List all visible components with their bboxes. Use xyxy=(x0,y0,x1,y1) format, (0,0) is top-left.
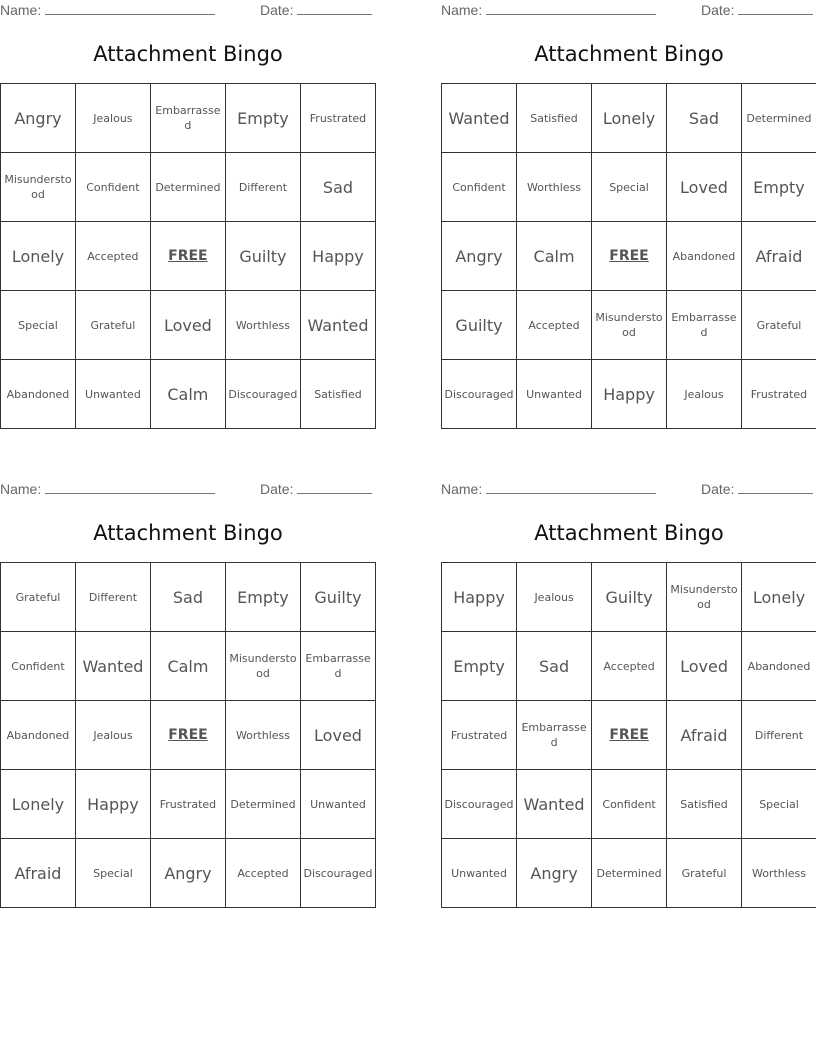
bingo-cell[interactable]: Misunderstood xyxy=(1,153,76,222)
grid-row xyxy=(1,84,376,153)
grid-row xyxy=(442,360,816,429)
grid-row xyxy=(1,839,376,908)
card-title: Attachment Bingo xyxy=(534,42,724,66)
bingo-cell[interactable]: Abandoned xyxy=(1,701,76,770)
bingo-cell[interactable]: Sad xyxy=(667,84,742,153)
bingo-grid xyxy=(441,83,816,429)
bingo-cell[interactable]: Lonely xyxy=(592,84,667,153)
bingo-cell[interactable]: Angry xyxy=(442,222,517,291)
grid-row xyxy=(1,563,376,632)
bingo-cell[interactable]: Abandoned xyxy=(742,632,816,701)
bingo-cell[interactable]: Lonely xyxy=(1,770,76,839)
name-line[interactable] xyxy=(486,2,656,15)
grid-row xyxy=(442,632,816,701)
card-title: Attachment Bingo xyxy=(93,521,283,545)
bingo-cell[interactable]: Discouraged xyxy=(442,360,517,429)
bingo-cell[interactable]: Jealous xyxy=(75,701,150,770)
date-field xyxy=(260,2,372,18)
grid-row xyxy=(1,701,376,770)
bingo-cell[interactable]: Determined xyxy=(592,839,667,908)
free-space[interactable]: FREE xyxy=(150,701,225,770)
bingo-cell[interactable]: Determined xyxy=(225,770,300,839)
bingo-grid xyxy=(441,562,816,908)
date-line[interactable] xyxy=(738,2,813,15)
bingo-cell[interactable]: Jealous xyxy=(75,84,150,153)
free-space[interactable]: FREE xyxy=(592,222,667,291)
bingo-cell[interactable]: Special xyxy=(742,770,816,839)
bingo-cell[interactable]: Angry xyxy=(150,839,225,908)
date-label: Date: xyxy=(701,481,735,497)
date-field xyxy=(701,481,813,497)
bingo-cell[interactable]: Embarrassed xyxy=(150,84,225,153)
bingo-cell[interactable]: Unwanted xyxy=(442,839,517,908)
grid-row xyxy=(1,153,376,222)
bingo-cell[interactable]: Confident xyxy=(75,153,150,222)
name-field xyxy=(441,2,656,18)
bingo-cell[interactable]: Calm xyxy=(150,632,225,701)
bingo-cell[interactable]: Angry xyxy=(517,839,592,908)
name-line[interactable] xyxy=(486,481,656,494)
bingo-cell[interactable]: Wanted xyxy=(517,770,592,839)
bingo-cell[interactable]: Wanted xyxy=(300,291,375,360)
bingo-cell[interactable]: Afraid xyxy=(667,701,742,770)
bingo-cell[interactable]: Guilty xyxy=(592,563,667,632)
bingo-cell[interactable]: Worthless xyxy=(225,291,300,360)
bingo-cell[interactable]: Accepted xyxy=(592,632,667,701)
name-field xyxy=(441,481,656,497)
bingo-cell[interactable]: Determined xyxy=(150,153,225,222)
name-label: Name: xyxy=(0,481,42,497)
bingo-cell[interactable]: Embarrassed xyxy=(300,632,375,701)
bingo-cell[interactable]: Wanted xyxy=(442,84,517,153)
grid-row xyxy=(442,839,816,908)
bingo-cell[interactable]: Special xyxy=(1,291,76,360)
bingo-cell[interactable]: Afraid xyxy=(741,222,816,291)
bingo-cell[interactable]: Lonely xyxy=(1,222,76,291)
bingo-cell[interactable]: Accepted xyxy=(75,222,150,291)
bingo-cell[interactable]: Sad xyxy=(517,632,592,701)
bingo-cell[interactable]: Angry xyxy=(1,84,76,153)
grid-row xyxy=(442,222,816,291)
bingo-cell[interactable]: Discouraged xyxy=(225,360,300,429)
grid-row xyxy=(1,770,376,839)
grid-row xyxy=(1,632,376,701)
name-label: Name: xyxy=(441,2,483,18)
bingo-cell[interactable]: Guilty xyxy=(442,291,517,360)
grid-row xyxy=(1,360,376,429)
bingo-cell[interactable]: Misunderstood xyxy=(667,563,742,632)
date-label: Date: xyxy=(260,2,294,18)
bingo-cell[interactable]: Grateful xyxy=(75,291,150,360)
bingo-cell[interactable]: Different xyxy=(75,563,150,632)
date-line[interactable] xyxy=(297,2,372,15)
grid-row xyxy=(442,84,816,153)
card-title: Attachment Bingo xyxy=(534,521,724,545)
bingo-cell[interactable]: Lonely xyxy=(742,563,816,632)
bingo-cell[interactable]: Confident xyxy=(592,770,667,839)
bingo-cell[interactable]: Determined xyxy=(741,84,816,153)
date-line[interactable] xyxy=(738,481,813,494)
grid-row xyxy=(442,153,816,222)
bingo-cell[interactable]: Empty xyxy=(225,563,300,632)
bingo-cell[interactable]: Abandoned xyxy=(667,222,742,291)
name-field xyxy=(0,2,215,18)
card-header xyxy=(0,2,376,20)
bingo-cell[interactable]: Happy xyxy=(592,360,667,429)
bingo-cell[interactable]: Grateful xyxy=(667,839,742,908)
date-field xyxy=(701,2,813,18)
bingo-cell[interactable]: Misunderstood xyxy=(225,632,300,701)
bingo-cell[interactable]: Empty xyxy=(741,153,816,222)
bingo-cell[interactable]: Confident xyxy=(1,632,76,701)
bingo-cell[interactable]: Special xyxy=(592,153,667,222)
bingo-cell[interactable]: Satisfied xyxy=(300,360,375,429)
bingo-grid xyxy=(0,83,376,429)
free-space[interactable]: FREE xyxy=(150,222,225,291)
bingo-cell[interactable]: Wanted xyxy=(75,632,150,701)
bingo-cell[interactable]: Loved xyxy=(667,153,742,222)
grid-row xyxy=(442,701,816,770)
date-field xyxy=(260,481,372,497)
bingo-cell[interactable]: Different xyxy=(225,153,300,222)
bingo-cell[interactable]: Loved xyxy=(150,291,225,360)
name-line[interactable] xyxy=(45,481,215,494)
free-space[interactable]: FREE xyxy=(592,701,667,770)
bingo-cell[interactable]: Misunderstood xyxy=(592,291,667,360)
bingo-cell[interactable]: Worthless xyxy=(517,153,592,222)
bingo-cell[interactable]: Satisfied xyxy=(517,84,592,153)
bingo-cell[interactable]: Happy xyxy=(300,222,375,291)
bingo-cell[interactable]: Happy xyxy=(442,563,517,632)
bingo-cell[interactable]: Confident xyxy=(442,153,517,222)
bingo-cell[interactable]: Guilty xyxy=(225,222,300,291)
name-line[interactable] xyxy=(45,2,215,15)
bingo-cell[interactable]: Grateful xyxy=(741,291,816,360)
bingo-cell[interactable]: Happy xyxy=(75,770,150,839)
card-title: Attachment Bingo xyxy=(93,42,283,66)
bingo-cell[interactable]: Worthless xyxy=(742,839,816,908)
name-label: Name: xyxy=(441,481,483,497)
bingo-cell[interactable]: Jealous xyxy=(517,563,592,632)
name-field xyxy=(0,481,215,497)
card-header xyxy=(441,2,816,20)
bingo-cell[interactable]: Sad xyxy=(150,563,225,632)
grid-row xyxy=(442,291,816,360)
bingo-cell[interactable]: Grateful xyxy=(1,563,76,632)
bingo-cell[interactable]: Unwanted xyxy=(75,360,150,429)
bingo-cell[interactable]: Frustrated xyxy=(300,84,375,153)
bingo-cell[interactable]: Accepted xyxy=(517,291,592,360)
bingo-cell[interactable]: Embarrassed xyxy=(517,701,592,770)
bingo-cell[interactable]: Frustrated xyxy=(442,701,517,770)
bingo-cell[interactable]: Sad xyxy=(300,153,375,222)
card-header xyxy=(441,481,816,499)
date-line[interactable] xyxy=(297,481,372,494)
bingo-cell[interactable]: Accepted xyxy=(225,839,300,908)
grid-row xyxy=(442,563,816,632)
bingo-cell[interactable]: Unwanted xyxy=(517,360,592,429)
date-label: Date: xyxy=(260,481,294,497)
bingo-cell[interactable]: Embarrassed xyxy=(667,291,742,360)
bingo-grid xyxy=(0,562,376,908)
bingo-cell[interactable]: Loved xyxy=(667,632,742,701)
bingo-cell[interactable]: Empty xyxy=(442,632,517,701)
bingo-cell[interactable]: Frustrated xyxy=(741,360,816,429)
bingo-cell[interactable]: Abandoned xyxy=(1,360,76,429)
bingo-cell[interactable]: Calm xyxy=(517,222,592,291)
bingo-cell[interactable]: Afraid xyxy=(1,839,76,908)
bingo-cell[interactable]: Special xyxy=(75,839,150,908)
bingo-cell[interactable]: Guilty xyxy=(300,563,375,632)
bingo-cell[interactable]: Frustrated xyxy=(150,770,225,839)
bingo-cell[interactable]: Empty xyxy=(225,84,300,153)
bingo-cell[interactable]: Unwanted xyxy=(300,770,375,839)
bingo-cell[interactable]: Calm xyxy=(150,360,225,429)
bingo-cell[interactable]: Satisfied xyxy=(667,770,742,839)
card-header xyxy=(0,481,376,499)
grid-row xyxy=(1,222,376,291)
grid-row xyxy=(442,770,816,839)
bingo-cell[interactable]: Jealous xyxy=(667,360,742,429)
bingo-cell[interactable]: Loved xyxy=(300,701,375,770)
bingo-cell[interactable]: Different xyxy=(742,701,816,770)
date-label: Date: xyxy=(701,2,735,18)
bingo-cell[interactable]: Discouraged xyxy=(300,839,375,908)
grid-row xyxy=(1,291,376,360)
name-label: Name: xyxy=(0,2,42,18)
bingo-cell[interactable]: Discouraged xyxy=(442,770,517,839)
bingo-cell[interactable]: Worthless xyxy=(225,701,300,770)
